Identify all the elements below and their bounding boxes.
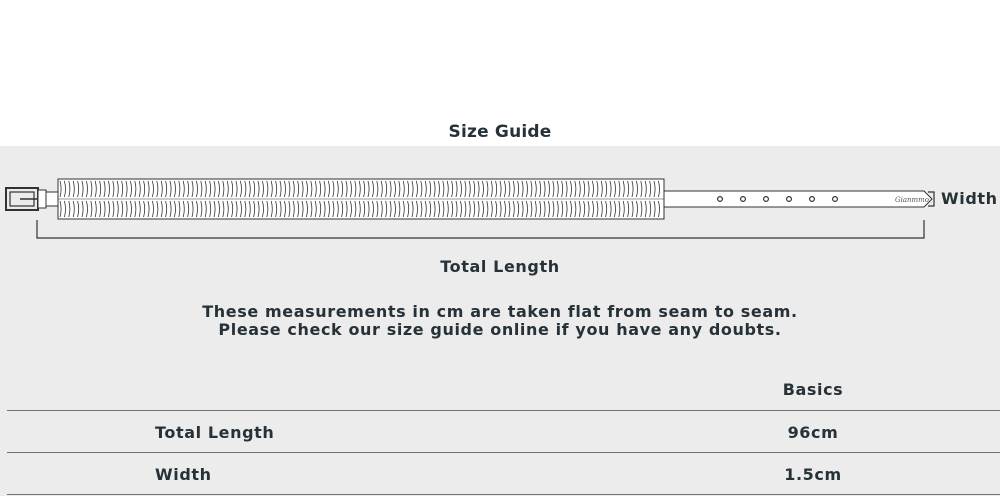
belt-hole-icon <box>810 197 815 202</box>
row-value: 1.5cm <box>784 465 842 484</box>
svg-text:Gianmmo: Gianmmo <box>895 196 930 204</box>
row-label: Width <box>155 465 212 484</box>
measurement-note-line2: Please check our size guide online if you have any doubts. <box>218 320 782 339</box>
row-label: Total Length <box>155 423 275 442</box>
belt-buckle-icon <box>6 188 58 210</box>
table-row <box>7 411 1000 453</box>
belt-hole-icon <box>741 197 746 202</box>
measurement-note-line1: These measurements in cm are taken flat from seam to seam. <box>202 302 798 321</box>
size-table <box>7 368 1000 495</box>
size-guide-panel <box>0 146 1000 496</box>
table-row <box>7 453 1000 495</box>
belt-hole-icon <box>833 197 838 202</box>
table-header <box>7 368 1000 411</box>
belt-hole-icon <box>718 197 723 202</box>
belt-hole-icon <box>764 197 769 202</box>
row-value: 96cm <box>787 423 839 442</box>
column-header-basics: Basics <box>782 380 844 399</box>
belt-diagram <box>0 146 1000 246</box>
page-title: Size Guide <box>448 122 552 142</box>
width-label: Width <box>941 189 998 208</box>
belt-strap-tip <box>664 191 932 207</box>
belt-woven-body <box>58 179 664 219</box>
belt-hole-icon <box>787 197 792 202</box>
length-bracket <box>37 220 924 238</box>
total-length-label: Total Length <box>440 257 560 276</box>
